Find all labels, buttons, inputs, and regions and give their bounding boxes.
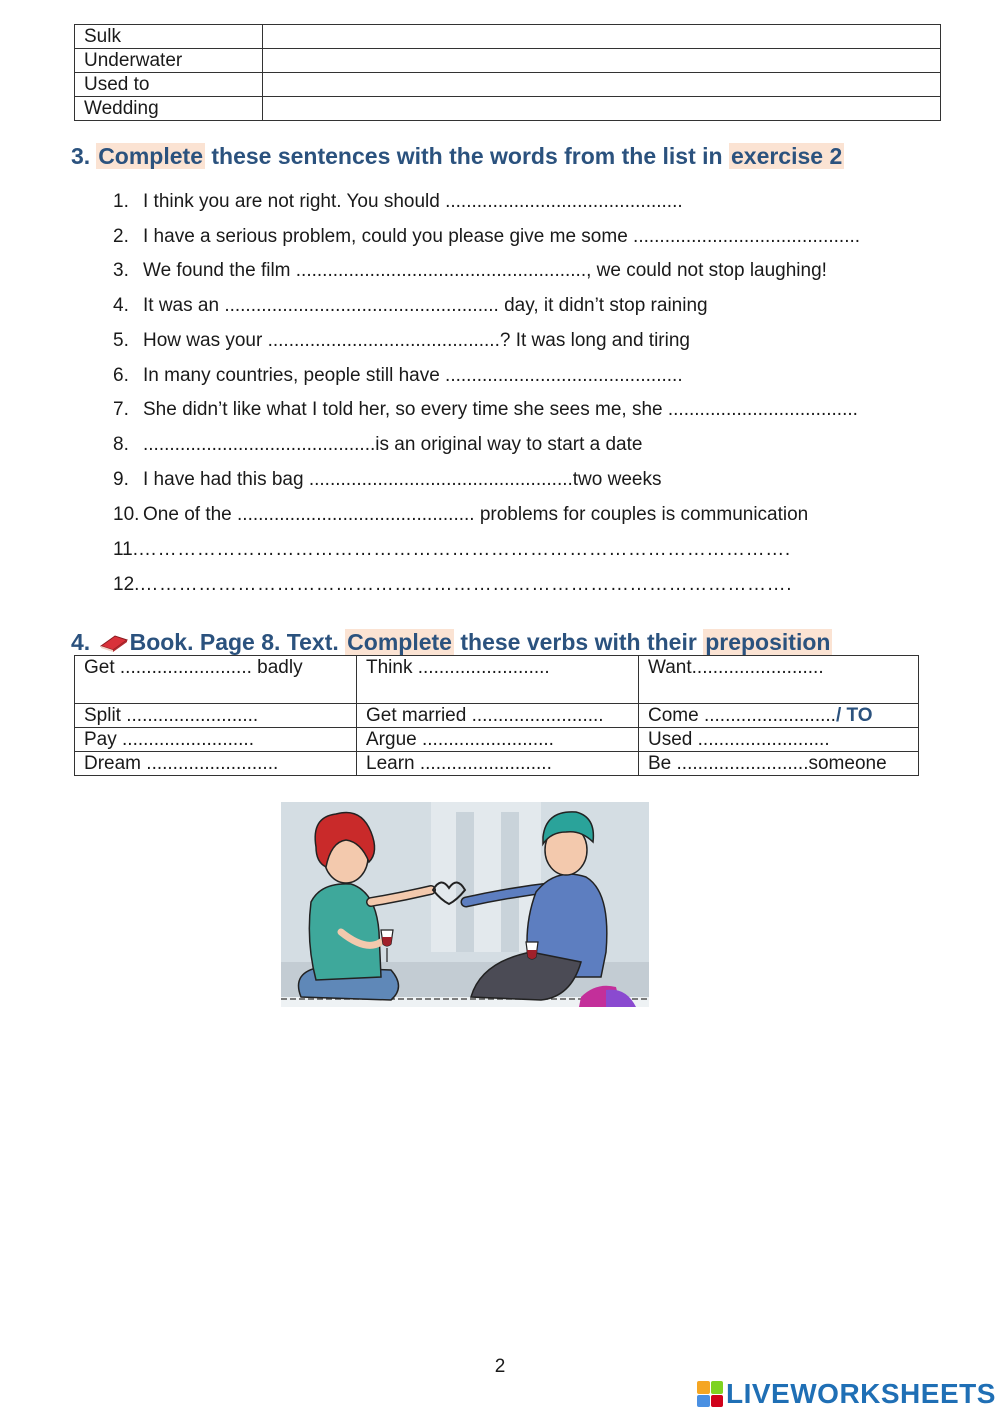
sentence-number: 5. <box>113 330 129 351</box>
sentence-number: 9. <box>113 469 129 490</box>
sentence-number: 7. <box>113 399 129 420</box>
table-row <box>75 97 941 121</box>
sentence-number: 2. <box>113 226 129 247</box>
liveworksheets-logo <box>697 1376 996 1412</box>
table-row <box>75 49 941 73</box>
sentence-item <box>113 398 858 422</box>
brand-name: LIVEWORKSHEETS <box>726 1378 996 1409</box>
verb-cell-come[interactable] <box>639 704 919 728</box>
sentence-text[interactable]: We found the film ......................................................., we could not stop laughing! <box>143 260 827 281</box>
book-icon <box>99 632 129 652</box>
verb-cell[interactable]: Used ......................... <box>639 728 919 752</box>
couple-illustration <box>281 802 649 1007</box>
sentence-number: 4. <box>113 295 129 316</box>
sentence-item <box>113 225 860 249</box>
verb-cell[interactable]: Pay ......................... <box>75 728 357 752</box>
sentence-text[interactable]: ............................................is an original way to start a date <box>143 434 643 455</box>
vocab-answer-cell[interactable] <box>263 49 941 73</box>
sentence-text[interactable]: I think you are not right. You should ............................................. <box>143 191 683 212</box>
sentence-number: 12. <box>113 574 140 595</box>
table-row <box>75 73 941 97</box>
vocab-word: Wedding <box>75 97 263 121</box>
table-row <box>75 728 919 752</box>
sentence-item <box>113 573 792 597</box>
sentence-item <box>113 503 808 527</box>
table-row <box>75 752 919 776</box>
exercise-4-heading <box>71 627 832 657</box>
sentence-item <box>113 433 642 457</box>
table-row <box>75 656 919 704</box>
sentence-item <box>113 468 661 492</box>
sentence-text[interactable]: I have had this bag ..................................................two weeks <box>143 469 662 490</box>
sentence-text[interactable]: ………………………………………………………………………………………. <box>138 539 791 560</box>
verb-text: Come ......................... <box>648 705 836 726</box>
sentence-text[interactable]: It was an .................................................... day, it didn’t stop raining <box>143 295 708 316</box>
sentence-text[interactable]: How was your ............................................? It was long and tiring <box>143 330 690 351</box>
table-row <box>75 704 919 728</box>
brand-icon <box>697 1381 723 1407</box>
verb-cell[interactable]: Want......................... <box>639 656 919 704</box>
exercise-number: 4. <box>71 629 91 655</box>
vocab-word: Used to <box>75 73 263 97</box>
sentence-text[interactable]: In many countries, people still have ............................................. <box>143 365 683 386</box>
exercise-3-heading <box>71 141 844 171</box>
sentence-item <box>113 294 708 318</box>
sentence-item <box>113 329 690 353</box>
highlight-complete: Complete <box>98 143 203 169</box>
heading-text: these verbs with their <box>453 629 704 655</box>
sentence-number: 3. <box>113 260 129 281</box>
vocab-answer-cell[interactable] <box>263 25 941 49</box>
exercise-number: 3. <box>71 143 91 169</box>
highlight-complete: Complete <box>347 629 452 655</box>
verb-cell[interactable]: Be .........................someone <box>639 752 919 776</box>
verb-cell[interactable]: Argue ......................... <box>357 728 639 752</box>
vocab-word: Sulk <box>75 25 263 49</box>
answer-to: / TO <box>835 705 873 726</box>
sentence-number: 8. <box>113 434 129 455</box>
sentence-item <box>113 538 791 562</box>
vocab-answer-cell[interactable] <box>263 97 941 121</box>
highlight-exercise-2: exercise 2 <box>730 143 843 169</box>
heading-text: these sentences with the words from the list in <box>204 143 729 169</box>
sentence-number: 11. <box>113 539 139 560</box>
sentence-text[interactable]: She didn’t like what I told her, so every time she sees me, she .................................... <box>143 399 858 420</box>
sentence-number: 10. <box>113 504 140 525</box>
page-number: 2 <box>494 1356 506 1377</box>
verbs-table <box>74 655 919 776</box>
sentence-text[interactable]: ………………………………………………………………………………………. <box>139 574 793 595</box>
vocab-word: Underwater <box>75 49 263 73</box>
heading-text: Book. Page 8. Text. <box>129 629 346 655</box>
sentence-item <box>113 364 683 388</box>
sentence-text[interactable]: I have a serious problem, could you please give me some ........................................... <box>143 226 861 247</box>
sentence-number: 6. <box>113 365 129 386</box>
vocabulary-table <box>74 24 941 121</box>
table-row <box>75 25 941 49</box>
verb-cell[interactable]: Dream ......................... <box>75 752 357 776</box>
verb-cell[interactable]: Think ......................... <box>357 656 639 704</box>
highlight-preposition: preposition <box>705 629 831 655</box>
sentence-text[interactable]: One of the ............................................. problems for couples is communication <box>143 504 809 525</box>
sentence-item <box>113 190 683 214</box>
verb-cell[interactable]: Get ......................... badly <box>75 656 357 704</box>
sentence-number: 1. <box>113 191 129 212</box>
verb-cell[interactable]: Learn ......................... <box>357 752 639 776</box>
sentence-item <box>113 259 827 283</box>
verb-cell[interactable]: Get married ......................... <box>357 704 639 728</box>
vocab-answer-cell[interactable] <box>263 73 941 97</box>
verb-cell[interactable]: Split ......................... <box>75 704 357 728</box>
